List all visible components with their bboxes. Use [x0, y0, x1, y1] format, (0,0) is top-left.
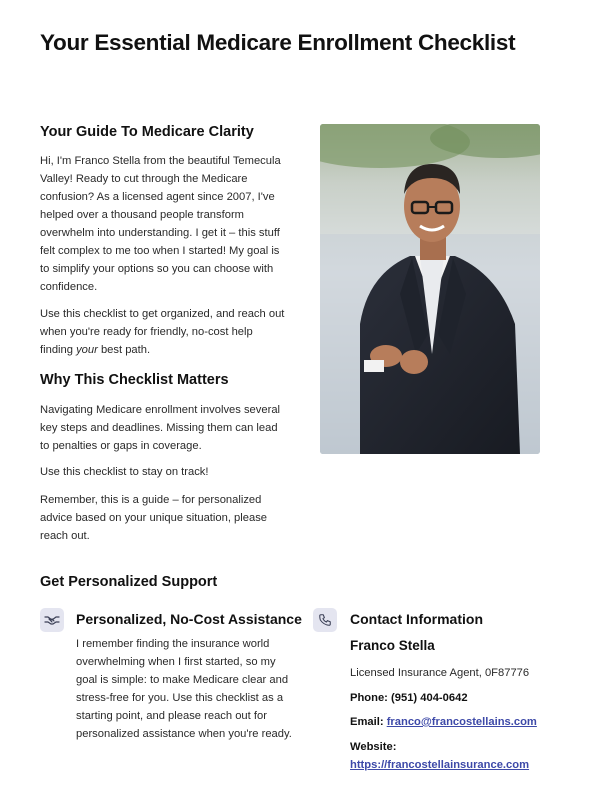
contact-title: Contact Information: [350, 611, 483, 627]
email-link[interactable]: franco@francostellains.com: [386, 716, 537, 728]
page-title: Your Essential Medicare Enrollment Checklist: [40, 30, 516, 55]
why-paragraph: Navigating Medicare enrollment involves several key steps and deadlines. Missing them can lead to penalties or gaps in coverage.: [40, 404, 281, 452]
phone-icon: [313, 608, 337, 632]
email-line: Email: franco@francostellains.com: [350, 716, 537, 728]
guide-heading: Your Guide To Medicare Clarity: [40, 124, 254, 140]
agent-name: Franco Stella: [350, 638, 435, 653]
assistance-title: Personalized, No-Cost Assistance: [76, 611, 302, 627]
website-label: Website:: [350, 741, 397, 753]
why-track-line: Use this checklist to stay on track!: [40, 466, 209, 478]
website-link[interactable]: https://francostellainsurance.com: [350, 759, 530, 771]
why-heading: Why This Checklist Matters: [40, 372, 229, 388]
phone-number: (951) 404-0642: [391, 692, 468, 704]
website-line: [350, 759, 529, 771]
support-heading: Get Personalized Support: [40, 574, 218, 590]
phone-line: Phone: (951) 404-0642: [350, 692, 468, 704]
agent-photo: [320, 124, 540, 454]
guide-intro-paragraph: Hi, I'm Franco Stella from the beautiful Temecula Valley! Ready to cut through the Medicare confusion? As a licensed agent since 2007, I've helped over a thousand people transform overwhelm into understanding. I get it – this stuff felt complex to me too when I started! My goal is to simplify your options so you can choose with confidence.: [40, 155, 281, 293]
guide-cta-paragraph: Use this checklist to get organized, and reach out when you're ready for friendly, no-cost help finding your best path.: [40, 308, 285, 356]
assistance-paragraph: I remember finding the insurance world overwhelming when I first started, so my goal is simple: to make Medicare clear and stress-free for you. Use this checklist as a starting point, and please reach out for personalized assistance when you're ready.: [76, 638, 292, 740]
license-line: Licensed Insurance Agent, 0F87776: [350, 667, 530, 679]
why-reminder-paragraph: Remember, this is a guide – for personalized advice based on your unique situation, please reach out.: [40, 494, 268, 542]
handshake-icon: [40, 608, 64, 632]
